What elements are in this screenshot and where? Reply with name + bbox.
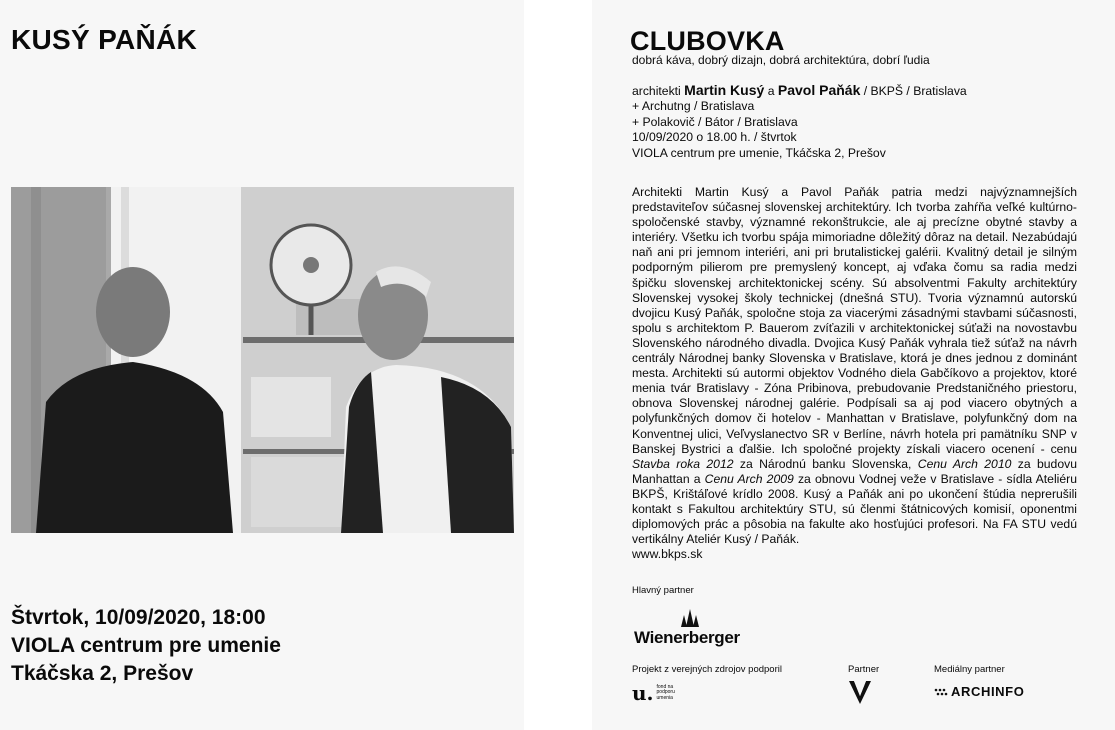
award-1: Stavba roka 2012 bbox=[632, 456, 734, 471]
bio-part-2: za Národnú banku Slovenska, bbox=[739, 456, 912, 471]
event-datetime: 10/09/2020 o 18.00 h. / štvrtok bbox=[632, 130, 797, 145]
guest-2: + Polakovič / Bátor / Bratislava bbox=[632, 114, 798, 129]
funding-logo-text: fond na podporu umenia bbox=[656, 683, 675, 701]
bio-text bbox=[632, 185, 1077, 562]
architects-photo bbox=[11, 187, 514, 533]
left-title: KUSÝ PAŇÁK bbox=[11, 24, 198, 55]
event-address: Tkáčska 2, Prešov bbox=[11, 662, 194, 685]
architects-line bbox=[632, 83, 967, 99]
prefix: architekti bbox=[632, 84, 681, 98]
bio-part-1: Architekti Martin Kusý a Pavol Paňák patria medzi najvýznamnejších predstaviteľov súčasnej slovenskej architektúry. Ich tvorba zahŕňa veľké kultúrno-spoločenské stavby, významné rekonštrukcie, ale aj precízne obytné stavby a interiéry. Všetku ich tvorbu spája mimoriadne dôležitý dôraz na detail. Nezabúdajú naň ani pri jemnom interiéri, ani pri brutalistickej galérii. Kvalitný detail je silným podporným pilierom pre premyslený koncept, aj vďaka čomu sa radia medzi špičku slovenskej architektonickej scény. Sú absolventmi Fakulty architektúry Slovenskej vysokej školy technickej (dnešná STU). Tvoria významnú autorskú dvojicu Kusý Paňák, spoločne stoja za viacerými zásadnými stavbami súčasnosti, spolu s architektom P. Bauerom zvíťazili v architektonickej súťaži na novostavbu Slovenského národného divadla. Dvojica Kusý Paňák vyhrala tiež súťaž na návrh centrály Národnej banky Slovenska v Bratislave, ktorá je dnes jednou z dominánt mesta. Architekti sú autormi objektov Vodného diela Gabčíkovo a projektov, ktoré menia tvár Bratislavy - Zóna Pribinova, prebudovanie Predstaničného priestoru, obnova Slovenskej národnej galérie. Podpísali sa aj pod viacero obytných a polyfunkčných domov či hotelov - Manhattan v Bratislave, polyfunkčný dom na Konventnej ulici, Veľvyslanectvo SR v Berlíne, návrh hotela pri pamätníku SNP v Banskej Bystrici a ďalšie. Ich spoločné projekty získali viacero ocenení - cenu bbox=[632, 185, 1077, 456]
partner-label: Partner bbox=[848, 664, 880, 675]
v-logo-icon bbox=[848, 680, 872, 706]
studio: / BKPŠ / Bratislava bbox=[863, 84, 967, 98]
architect-name-1: Martin Kusý bbox=[684, 82, 765, 98]
architect-name-2: Pavol Paňák bbox=[777, 82, 861, 98]
website-link[interactable]: www.bkps.sk bbox=[632, 547, 703, 562]
event-venue: VIOLA centrum pre umenie bbox=[11, 634, 281, 657]
archinfo-dots-icon bbox=[934, 688, 948, 696]
photo bbox=[11, 187, 514, 533]
funding-logo-letter: u. bbox=[632, 681, 654, 705]
award-3: Cenu Arch 2009 bbox=[704, 471, 794, 486]
archinfo-logo bbox=[934, 684, 1024, 699]
main-partner-label: Hlavný partner bbox=[632, 585, 694, 596]
funding-logo bbox=[632, 683, 691, 703]
right-page bbox=[592, 0, 1115, 730]
event-date: Štvrtok, 10/09/2020, 18:00 bbox=[11, 606, 266, 629]
tagline: dobrá káva, dobrý dizajn, dobrá architektúra, dobrí ľudia bbox=[632, 53, 930, 67]
bio-part-4: za obnovu Vodnej veže v Bratislave - sídla Ateliéru BKPŠ, Krištáľové krídlo 2008. Kusý a Paňák ani po ukončení štúdia neprerušili kontakt s Fakultou architektúry STU, sú členmi štátnicových komisií, oponentmi diplomových prác a pôsobia na fakulte ako hosťujúci profesori. Na FA STU vedú vertikálny Ateliér Kusý / Paňák. bbox=[632, 471, 1077, 547]
bio-part-3: za budovu Manhattan a bbox=[632, 456, 1077, 486]
archinfo-wordmark: ARCHINFO bbox=[951, 684, 1025, 699]
event-place: VIOLA centrum pre umenie, Tkáčska 2, Prešov bbox=[632, 145, 886, 160]
event-details bbox=[632, 83, 967, 161]
wienerberger-logo bbox=[634, 607, 764, 648]
guest-1: + Archutng / Bratislava bbox=[632, 99, 755, 114]
award-2: Cenu Arch 2010 bbox=[917, 456, 1012, 471]
wienerberger-wordmark: Wienerberger bbox=[634, 628, 740, 647]
event-info bbox=[11, 604, 281, 688]
media-partner-label: Mediálny partner bbox=[934, 664, 1005, 675]
wienerberger-mark-icon bbox=[679, 607, 701, 627]
funding-label: Projekt z verejných zdrojov podporil bbox=[632, 664, 782, 675]
right-title: CLUBOVKA bbox=[630, 26, 785, 56]
conjunction: a bbox=[767, 84, 775, 98]
left-page bbox=[0, 0, 524, 730]
